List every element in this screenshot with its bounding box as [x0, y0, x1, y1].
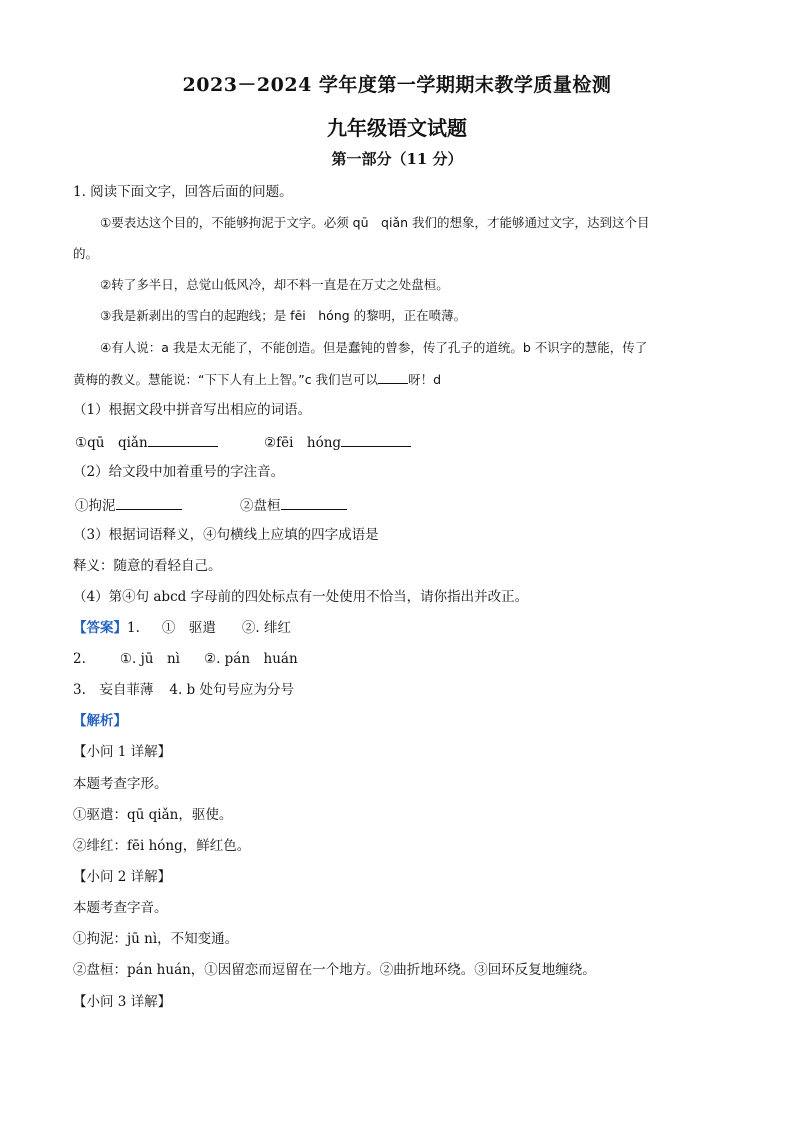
sub-question-2: （2）给文段中加着重号的字注音。: [73, 464, 285, 480]
sub2-b-label: ②盘桓: [240, 498, 281, 514]
sub-question-2-a: [75, 495, 182, 515]
answer-label: 【答案】: [73, 620, 127, 636]
analysis-q1-heading: 【小问 1 详解】: [73, 744, 172, 760]
sub-question-3: （3）根据词语释义，④句横线上应填的四字成语是: [73, 527, 379, 543]
passage-line-1: ①要表达这个目的，不能够拘泥于文字。必须 qū qiǎn 我们的想象，才能够通过文字，达到这个目: [100, 215, 650, 230]
answer-1-item-1: ① 驱遣: [161, 620, 216, 636]
sub-question-3-definition: 释义：随意的看轻自己。: [73, 558, 222, 574]
passage-line-3: ②转了多半日，总觉山低风冷，却不料一直是在万丈之处盘桓。: [100, 277, 449, 292]
sub-question-2-b: [240, 495, 347, 515]
passage-line-6-end: 呀！d: [408, 372, 441, 387]
sub-question-1: （1）根据文段中拼音写出相应的词语。: [73, 402, 312, 418]
sub-question-1-b: [264, 432, 411, 452]
answer-blank: [341, 432, 411, 447]
answer-3: 3. 妄自菲薄: [73, 682, 154, 698]
answer-row-1: [73, 619, 291, 637]
answer-2-item-2: ②. pán huán: [203, 651, 298, 667]
analysis-q2-intro: 本题考查字音。: [73, 900, 168, 916]
passage-line-4: ③我是新剥出的雪白的起跑线；是 fēi hóng 的黎明，正在喷薄。: [100, 308, 467, 323]
sub2-a-label: ①拘泥: [75, 498, 116, 514]
sub-question-4: （4）第④句 abcd 字母前的四处标点有一处使用不恰当，请你指出并改正。: [73, 589, 529, 605]
exam-title: 2023－2024 学年度第一学期期末教学质量检测: [182, 74, 612, 96]
answer-blank: [116, 495, 182, 510]
analysis-q2-a: ①拘泥：jū nì，不知变通。: [73, 931, 239, 947]
answer-1-number: 1.: [127, 620, 140, 636]
sub1-b-label: ②fēi hóng: [264, 435, 342, 451]
analysis-q3-heading: 【小问 3 详解】: [73, 994, 172, 1010]
analysis-q1-intro: 本题考查字形。: [73, 776, 168, 792]
analysis-q2-b: ②盘桓：pán huán，①因留恋而逗留在一个地方。②曲折地环绕。③回环反复地缠绕。: [73, 962, 596, 978]
analysis-q1-a: ①驱遣：qū qiǎn，驱使。: [73, 807, 233, 823]
sub-question-1-a: [75, 432, 218, 452]
answer-4: 4. b 处句号应为分号: [169, 682, 294, 698]
question-intro: 1. 阅读下面文字，回答后面的问题。: [73, 184, 293, 200]
answer-2-item-1: ①. jū nì: [119, 651, 180, 667]
passage-line-6: [73, 369, 441, 389]
answer-row-3: [73, 681, 294, 699]
passage-line-5: ④有人说：a 我是太无能了，不能创造。但是蠢钝的曾参，传了孔子的道统。b 不识字的慧能，传了: [100, 340, 648, 355]
answer-1-item-2: ②. 绯红: [241, 620, 291, 636]
analysis-label: 【解析】: [73, 713, 127, 729]
answer-row-2: [73, 650, 298, 668]
analysis-q2-heading: 【小问 2 详解】: [73, 869, 172, 885]
fill-blank: [378, 369, 408, 384]
analysis-q1-b: ②绯红：fēi hóng，鲜红色。: [73, 838, 251, 854]
answer-blank: [148, 432, 218, 447]
section-title: 第一部分（11 分）: [331, 150, 463, 168]
exam-subtitle: 九年级语文试题: [327, 116, 467, 140]
answer-2-number: 2.: [73, 651, 86, 667]
passage-line-6-text: 黄梅的教义。慧能说：“下下人有上上智。”c 我们岂可以: [73, 372, 379, 387]
answer-blank: [281, 495, 347, 510]
passage-line-2: 的。: [73, 246, 99, 261]
sub1-a-label: ①qū qiǎn: [75, 435, 148, 451]
